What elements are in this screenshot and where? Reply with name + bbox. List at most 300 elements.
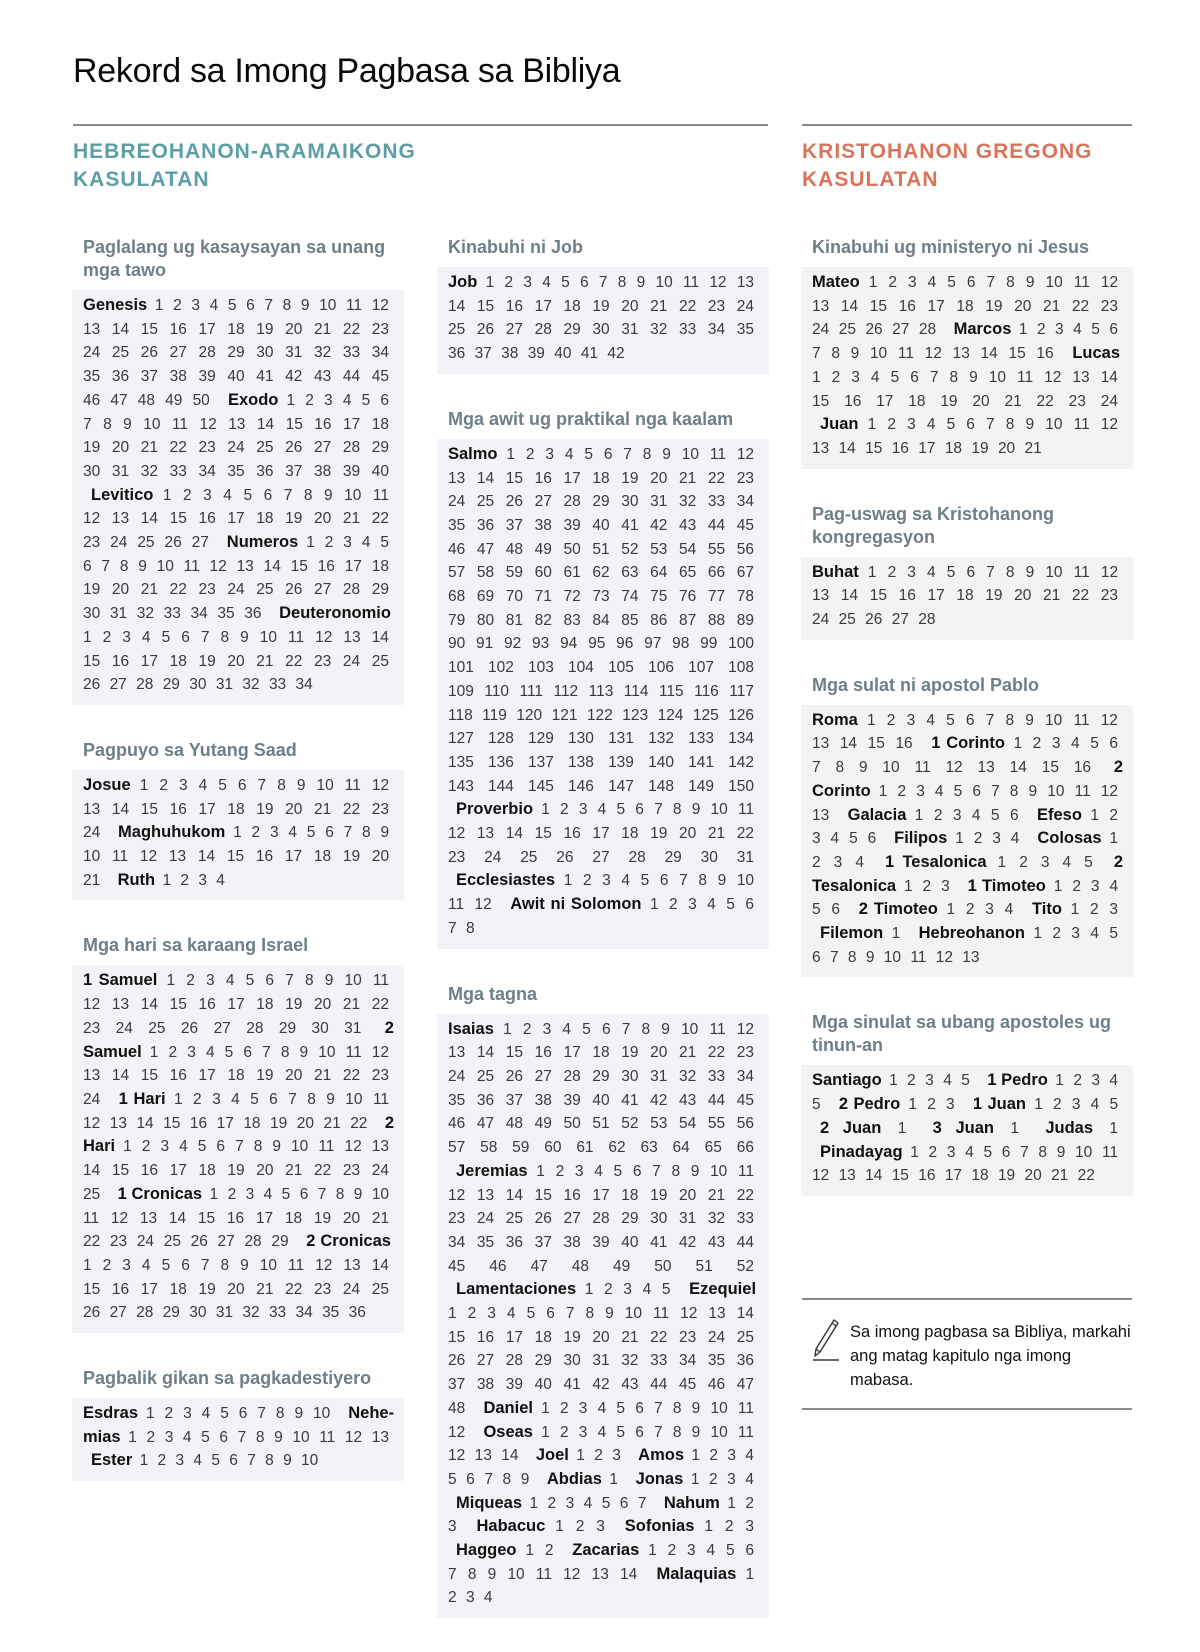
chapter-number[interactable]: 7 [200,1256,210,1274]
chapter-number[interactable]: 20 [1014,297,1032,315]
chapter-number[interactable]: 5 [990,806,1000,824]
chapter-number[interactable]: 13 [736,274,755,291]
chapter-number[interactable]: 3 [487,1305,496,1323]
book-name[interactable]: Genesis [83,296,148,314]
book-name[interactable]: Esdras [83,1404,139,1423]
chapter-number[interactable]: 2 [159,776,168,794]
chapter-number[interactable]: 5 [211,1452,220,1470]
chapter-number[interactable]: 16 [189,1114,208,1132]
chapter-number[interactable]: 15 [534,825,552,843]
chapter-number[interactable]: 9 [1056,1143,1066,1161]
chapter-number[interactable]: 22 [285,1280,303,1298]
chapter-number[interactable]: 24 [707,1328,726,1346]
chapter-number[interactable]: 2 [973,830,983,848]
chapter-number[interactable]: 27 [476,1352,495,1370]
chapter-number[interactable]: 3 [687,1542,696,1560]
chapter-number[interactable]: 12 [812,1167,830,1185]
chapter-number[interactable]: 29 [592,493,610,511]
book-name[interactable]: Exodo [227,390,279,409]
chapter-number[interactable]: 40 [227,368,245,386]
chapter-number[interactable]: 7 [83,415,92,433]
chapter-number[interactable]: 15 [867,735,885,753]
chapter-number[interactable]: 32 [136,605,154,623]
chapter-number[interactable]: 34 [371,344,389,362]
book-name[interactable]: Hebreohanon [918,924,1025,943]
chapter-number[interactable]: 18 [621,825,639,843]
chapter-number[interactable]: 19 [256,800,274,818]
chapter-number[interactable]: 10 [1045,416,1063,434]
chapter-number[interactable]: 2 [525,445,535,463]
book-name[interactable]: 2 Timoteo [858,900,938,919]
chapter-number[interactable]: 1 [891,925,901,943]
chapter-number[interactable]: 28 [592,1210,610,1228]
chapter-number[interactable]: 4 [231,1090,240,1108]
chapter-number[interactable]: 20 [296,1114,314,1132]
chapter-number[interactable]: 8 [672,1423,682,1441]
chapter-number[interactable]: 3 [1090,877,1100,895]
chapter-number[interactable]: 8 [641,1020,651,1038]
chapter-number[interactable]: 106 [648,659,674,677]
chapter-number[interactable]: 5 [250,1090,259,1108]
chapter-number[interactable]: 13 [476,1186,495,1204]
chapter-number[interactable]: 3 [833,853,843,871]
chapter-number[interactable]: 16 [898,297,916,315]
chapter-number[interactable]: 6 [745,896,754,914]
chapter-number[interactable]: 26 [83,676,101,694]
chapter-number[interactable]: 47 [736,1376,754,1394]
chapter-number[interactable]: 15 [285,415,303,433]
chapter-number[interactable]: 14 [840,297,859,315]
chapter-number[interactable]: 16 [898,587,916,605]
chapter-number[interactable]: 80 [476,611,495,629]
chapter-number[interactable]: 117 [729,682,754,700]
chapter-number[interactable]: 10 [344,972,362,990]
chapter-number[interactable]: 4 [205,1043,215,1061]
chapter-number[interactable]: 29 [162,1304,180,1322]
chapter-number[interactable]: 24 [1100,392,1118,410]
book-name[interactable]: Roma [812,710,858,729]
chapter-number[interactable]: 7 [200,628,210,646]
chapter-number[interactable]: 22 [83,1233,101,1251]
chapter-number[interactable]: 6 [965,711,975,729]
chapter-number[interactable]: 4 [216,871,225,889]
chapter-number[interactable]: 44 [707,1091,726,1109]
chapter-number[interactable]: 79 [448,611,466,629]
chapter-number[interactable]: 21 [314,320,332,338]
chapter-number[interactable]: 3 [448,1518,457,1536]
chapter-number[interactable]: 26 [190,1233,208,1251]
chapter-number[interactable]: 17 [198,1067,216,1085]
chapter-number[interactable]: 10 [345,1090,363,1108]
chapter-number[interactable]: 23 [371,320,389,338]
chapter-number[interactable]: 9 [1025,711,1034,729]
chapter-number[interactable]: 9 [380,824,390,842]
chapter-number[interactable]: 13 [812,297,830,315]
chapter-number[interactable]: 1 [1053,877,1063,895]
chapter-number[interactable]: 3 [578,1423,588,1441]
chapter-number[interactable]: 11 [682,274,700,291]
chapter-number[interactable]: 21 [342,996,361,1014]
chapter-number[interactable]: 41 [621,516,639,534]
chapter-number[interactable]: 5 [812,901,821,919]
chapter-number[interactable]: 17 [216,1114,234,1132]
chapter-number[interactable]: 14 [840,587,859,605]
chapter-number[interactable]: 1 [690,1470,700,1488]
chapter-number[interactable]: 42 [650,516,668,534]
chapter-number[interactable]: 4 [542,274,551,291]
chapter-number[interactable]: 11 [344,776,361,794]
chapter-number[interactable]: 11 [1073,416,1090,434]
chapter-number[interactable]: 21 [323,1114,341,1132]
chapter-number[interactable]: 31 [215,1304,234,1322]
chapter-number[interactable]: 23 [707,297,726,315]
chapter-number[interactable]: 35 [448,1091,466,1109]
chapter-number[interactable]: 3 [745,1518,754,1536]
chapter-number[interactable]: 9 [662,445,671,463]
chapter-number[interactable]: 37 [534,1233,552,1251]
chapter-number[interactable]: 2 [1052,925,1061,943]
chapter-number[interactable]: 6 [812,948,821,966]
chapter-number[interactable]: 22 [342,320,361,338]
chapter-number[interactable]: 3 [812,830,821,848]
chapter-number[interactable]: 40 [554,345,572,363]
chapter-number[interactable]: 10 [1047,782,1065,800]
chapter-number[interactable]: 2 [504,274,514,291]
chapter-number[interactable]: 16 [111,652,130,670]
chapter-number[interactable]: 24 [448,1067,466,1085]
chapter-number[interactable]: 8 [307,1090,316,1108]
chapter-number[interactable]: 50 [654,1257,672,1275]
chapter-number[interactable]: 3 [164,1428,174,1446]
chapter-number[interactable]: 147 [608,777,634,795]
chapter-number[interactable]: 17 [140,1280,158,1298]
chapter-number[interactable]: 5 [616,1423,626,1441]
chapter-number[interactable]: 3 [907,416,916,434]
chapter-number[interactable]: 6 [246,297,255,314]
chapter-number[interactable]: 7 [343,824,353,842]
chapter-number[interactable]: 11 [171,415,189,433]
chapter-number[interactable]: 67 [736,564,754,582]
chapter-number[interactable]: 11 [288,1256,305,1274]
chapter-number[interactable]: 44 [342,368,361,386]
book-name[interactable]: Judas [1045,1118,1094,1137]
chapter-number[interactable]: 137 [528,753,554,771]
book-name[interactable]: Miqueas [456,1493,523,1512]
chapter-number[interactable]: 1 [878,782,888,800]
chapter-number[interactable]: 112 [553,682,579,700]
chapter-number[interactable]: 20 [342,1209,361,1227]
chapter-number[interactable]: 22 [707,1044,726,1062]
chapter-number[interactable]: 10 [319,297,337,314]
chapter-number[interactable]: 53 [650,1115,668,1133]
chapter-number[interactable]: 10 [1045,711,1063,729]
chapter-number[interactable]: 20 [227,652,245,670]
book-name[interactable]: Efeso [1036,805,1082,824]
chapter-number[interactable]: 31 [109,605,128,623]
chapter-number[interactable]: 6 [619,1494,629,1512]
chapter-number[interactable]: 42 [650,1091,668,1109]
chapter-number[interactable]: 41 [621,1091,639,1109]
chapter-number[interactable]: 1 [609,1470,619,1488]
chapter-number[interactable]: 24 [110,534,128,552]
chapter-number[interactable]: 27 [592,848,610,866]
chapter-number[interactable]: 8 [502,1470,512,1488]
chapter-number[interactable]: 8 [698,872,707,890]
chapter-number[interactable]: 21 [314,1067,332,1085]
chapter-number[interactable]: 26 [180,1019,199,1037]
chapter-number[interactable]: 31 [650,493,668,511]
chapter-number[interactable]: 24 [83,1090,101,1108]
chapter-number[interactable]: 23 [1100,587,1118,605]
chapter-number[interactable]: 11 [653,1305,670,1323]
chapter-number[interactable]: 33 [342,344,361,362]
chapter-number[interactable]: 1 [867,563,877,581]
chapter-number[interactable]: 18 [908,392,926,410]
chapter-number[interactable]: 2 [927,1096,936,1114]
chapter-number[interactable]: 3 [941,877,950,895]
chapter-number[interactable]: 1 [1013,735,1023,753]
chapter-number[interactable]: 7 [484,1470,493,1488]
chapter-number[interactable]: 97 [644,635,662,653]
chapter-number[interactable]: 19 [285,510,303,528]
book-name[interactable]: Numeros [226,533,299,552]
chapter-number[interactable]: 2 [575,1518,585,1536]
chapter-number[interactable]: 3 [269,824,279,842]
chapter-number[interactable]: 8 [255,1428,265,1446]
chapter-number[interactable]: 20 [227,1280,245,1298]
chapter-number[interactable]: 21 [679,469,697,487]
chapter-number[interactable]: 14 [448,297,466,315]
chapter-number[interactable]: 15 [869,297,887,315]
chapter-number[interactable]: 15 [534,1186,552,1204]
chapter-number[interactable]: 14 [865,1167,883,1185]
chapter-number[interactable]: 65 [679,564,697,582]
chapter-number[interactable]: 2 [831,368,841,386]
chapter-number[interactable]: 26 [476,321,495,339]
chapter-number[interactable]: 6 [325,824,334,842]
chapter-number[interactable]: 4 [263,1185,273,1203]
chapter-number[interactable]: 11 [319,1428,336,1446]
chapter-number[interactable]: 10 [313,1405,331,1423]
chapter-number[interactable]: 36 [505,1233,523,1251]
chapter-number[interactable]: 76 [679,588,697,606]
chapter-number[interactable]: 132 [648,730,674,748]
chapter-number[interactable]: 121 [551,706,578,724]
chapter-number[interactable]: 56 [736,540,754,558]
chapter-number[interactable]: 5 [849,830,858,848]
chapter-number[interactable]: 9 [865,948,875,966]
chapter-number[interactable]: 17 [198,800,216,818]
chapter-number[interactable]: 24 [448,493,466,511]
chapter-number[interactable]: 14 [111,800,130,818]
chapter-number[interactable]: 34 [448,1233,466,1251]
chapter-number[interactable]: 34 [679,1352,697,1370]
chapter-number[interactable]: 15 [505,1044,523,1062]
chapter-number[interactable]: 3 [602,872,611,890]
chapter-number[interactable]: 1 [1090,806,1099,824]
chapter-number[interactable]: 1 [174,1090,183,1108]
chapter-number[interactable]: 5 [561,274,570,291]
chapter-number[interactable]: 10 [736,872,755,890]
chapter-number[interactable]: 10 [507,1565,525,1583]
chapter-number[interactable]: 3 [623,1281,632,1299]
chapter-number[interactable]: 8 [1005,416,1015,434]
chapter-number[interactable]: 26 [556,848,574,866]
chapter-number[interactable]: 12 [1100,782,1118,800]
chapter-number[interactable]: 1 [209,1185,219,1203]
chapter-number[interactable]: 110 [484,682,510,700]
book-name[interactable]: 2 Hari [83,1113,395,1156]
chapter-number[interactable]: 34 [198,462,216,480]
chapter-number[interactable]: 18 [227,800,245,818]
chapter-number[interactable]: 9 [274,1428,283,1446]
chapter-number[interactable]: 2 [102,1256,112,1274]
chapter-number[interactable]: 18 [284,1209,303,1227]
chapter-number[interactable]: 4 [934,782,944,800]
chapter-number[interactable]: 29 [162,676,180,694]
chapter-number[interactable]: 3 [122,628,131,646]
chapter-number[interactable]: 6 [1109,735,1119,753]
chapter-number[interactable]: 8 [265,1452,274,1470]
chapter-number[interactable]: 7 [621,1020,631,1038]
chapter-number[interactable]: 12 [448,1186,466,1204]
chapter-number[interactable]: 9 [324,972,334,990]
book-name[interactable]: Juan [820,415,859,434]
chapter-number[interactable]: 2 [1032,735,1042,753]
chapter-number[interactable]: 5 [1109,925,1118,943]
book-name[interactable]: Filipos [894,829,948,848]
chapter-number[interactable]: 2 [168,1043,178,1061]
chapter-number[interactable]: 13 [228,415,246,433]
chapter-number[interactable]: 35 [448,516,466,534]
chapter-number[interactable]: 18 [227,1067,245,1085]
chapter-number[interactable]: 50 [563,540,581,558]
chapter-number[interactable]: 77 [707,588,726,606]
chapter-number[interactable]: 1 [541,1423,550,1441]
chapter-number[interactable]: 22 [371,996,389,1014]
chapter-number[interactable]: 91 [476,635,494,653]
chapter-number[interactable]: 2 [1072,877,1081,895]
chapter-number[interactable]: 4 [141,628,151,646]
chapter-number[interactable]: 5 [613,1162,623,1180]
chapter-number[interactable]: 5 [640,872,650,890]
chapter-number[interactable]: 18 [956,587,974,605]
chapter-number[interactable]: 7 [101,557,111,575]
chapter-number[interactable]: 16 [140,1162,158,1180]
chapter-number[interactable]: 10 [710,1423,728,1441]
chapter-number[interactable]: 38 [534,1091,552,1109]
chapter-number[interactable]: 63 [621,564,639,582]
chapter-number[interactable]: 1 [1034,1096,1043,1114]
chapter-number[interactable]: 13 [708,1305,726,1323]
chapter-number[interactable]: 10 [681,445,699,463]
chapter-number[interactable]: 44 [650,1376,668,1394]
chapter-number[interactable]: 9 [324,486,333,504]
chapter-number[interactable]: 3 [178,776,188,794]
chapter-number[interactable]: 9 [690,1162,700,1180]
chapter-number[interactable]: 1 [946,901,956,919]
chapter-number[interactable]: 6 [972,782,981,800]
chapter-number[interactable]: 99 [700,635,718,653]
chapter-number[interactable]: 39 [198,368,216,386]
chapter-number[interactable]: 50 [192,391,210,409]
book-name[interactable]: Nehemias [83,1404,395,1446]
chapter-number[interactable]: 25 [148,1019,166,1037]
chapter-number[interactable]: 13 [83,800,101,818]
chapter-number[interactable]: 2 [887,416,896,434]
chapter-number[interactable]: 60 [534,564,552,582]
chapter-number[interactable]: 15 [891,1167,909,1185]
chapter-number[interactable]: 15 [1008,345,1026,363]
chapter-number[interactable]: 30 [563,1352,581,1370]
chapter-number[interactable]: 24 [83,824,101,842]
chapter-number[interactable]: 4 [583,1494,593,1512]
chapter-number[interactable]: 14 [197,848,216,866]
chapter-number[interactable]: 25 [838,321,856,339]
chapter-number[interactable]: 65 [704,1139,722,1157]
chapter-number[interactable]: 12 [209,557,227,575]
chapter-number[interactable]: 23 [679,1328,697,1346]
chapter-number[interactable]: 59 [512,1139,530,1157]
chapter-number[interactable]: 24 [371,1162,389,1180]
chapter-number[interactable]: 6 [966,416,975,434]
chapter-number[interactable]: 9 [299,1043,309,1061]
chapter-number[interactable]: 75 [650,588,668,606]
chapter-number[interactable]: 47 [110,391,128,409]
chapter-number[interactable]: 12 [83,510,101,528]
chapter-number[interactable]: 7 [812,345,821,363]
chapter-number[interactable]: 2 [1109,806,1118,824]
chapter-number[interactable]: 2 [183,486,192,504]
book-name[interactable]: Colosas [1037,829,1102,848]
chapter-number[interactable]: 129 [528,730,554,748]
chapter-number[interactable]: 24 [136,1233,155,1251]
book-name[interactable]: Deuteronomio [279,604,391,623]
chapter-number[interactable]: 6 [1001,1143,1011,1161]
chapter-number[interactable]: 14 [501,1447,519,1465]
chapter-number[interactable]: 19 [313,1209,332,1227]
chapter-number[interactable]: 127 [448,730,474,748]
chapter-number[interactable]: 28 [198,344,216,362]
book-name[interactable]: 2 Cronicas [306,1232,391,1251]
chapter-number[interactable]: 7 [986,563,995,581]
chapter-number[interactable]: 40 [592,516,610,534]
chapter-number[interactable]: 21 [371,1209,390,1227]
chapter-number[interactable]: 2 [669,896,678,914]
chapter-number[interactable]: 3 [245,1185,255,1203]
chapter-number[interactable]: 26 [865,321,883,339]
chapter-number[interactable]: 4 [745,1447,754,1465]
chapter-number[interactable]: 2 [305,391,314,409]
chapter-number[interactable]: 8 [1009,782,1019,800]
chapter-number[interactable]: 150 [728,777,754,795]
chapter-number[interactable]: 26 [140,344,158,362]
chapter-number[interactable]: 16 [534,469,552,487]
chapter-number[interactable]: 7 [264,297,273,314]
chapter-number[interactable]: 21 [1043,587,1061,605]
chapter-number[interactable]: 4 [223,486,232,504]
chapter-number[interactable]: 1 [525,1542,534,1560]
book-name[interactable]: Nahum [663,1493,720,1512]
chapter-number[interactable]: 12 [680,1305,698,1323]
chapter-number[interactable]: 7 [986,416,995,434]
chapter-number[interactable]: 28 [136,676,154,694]
chapter-number[interactable]: 19 [592,297,610,315]
chapter-number[interactable]: 8 [220,1256,230,1274]
chapter-number[interactable]: 13 [474,1447,492,1465]
chapter-number[interactable]: 32 [707,1210,726,1228]
chapter-number[interactable]: 14 [505,825,523,843]
